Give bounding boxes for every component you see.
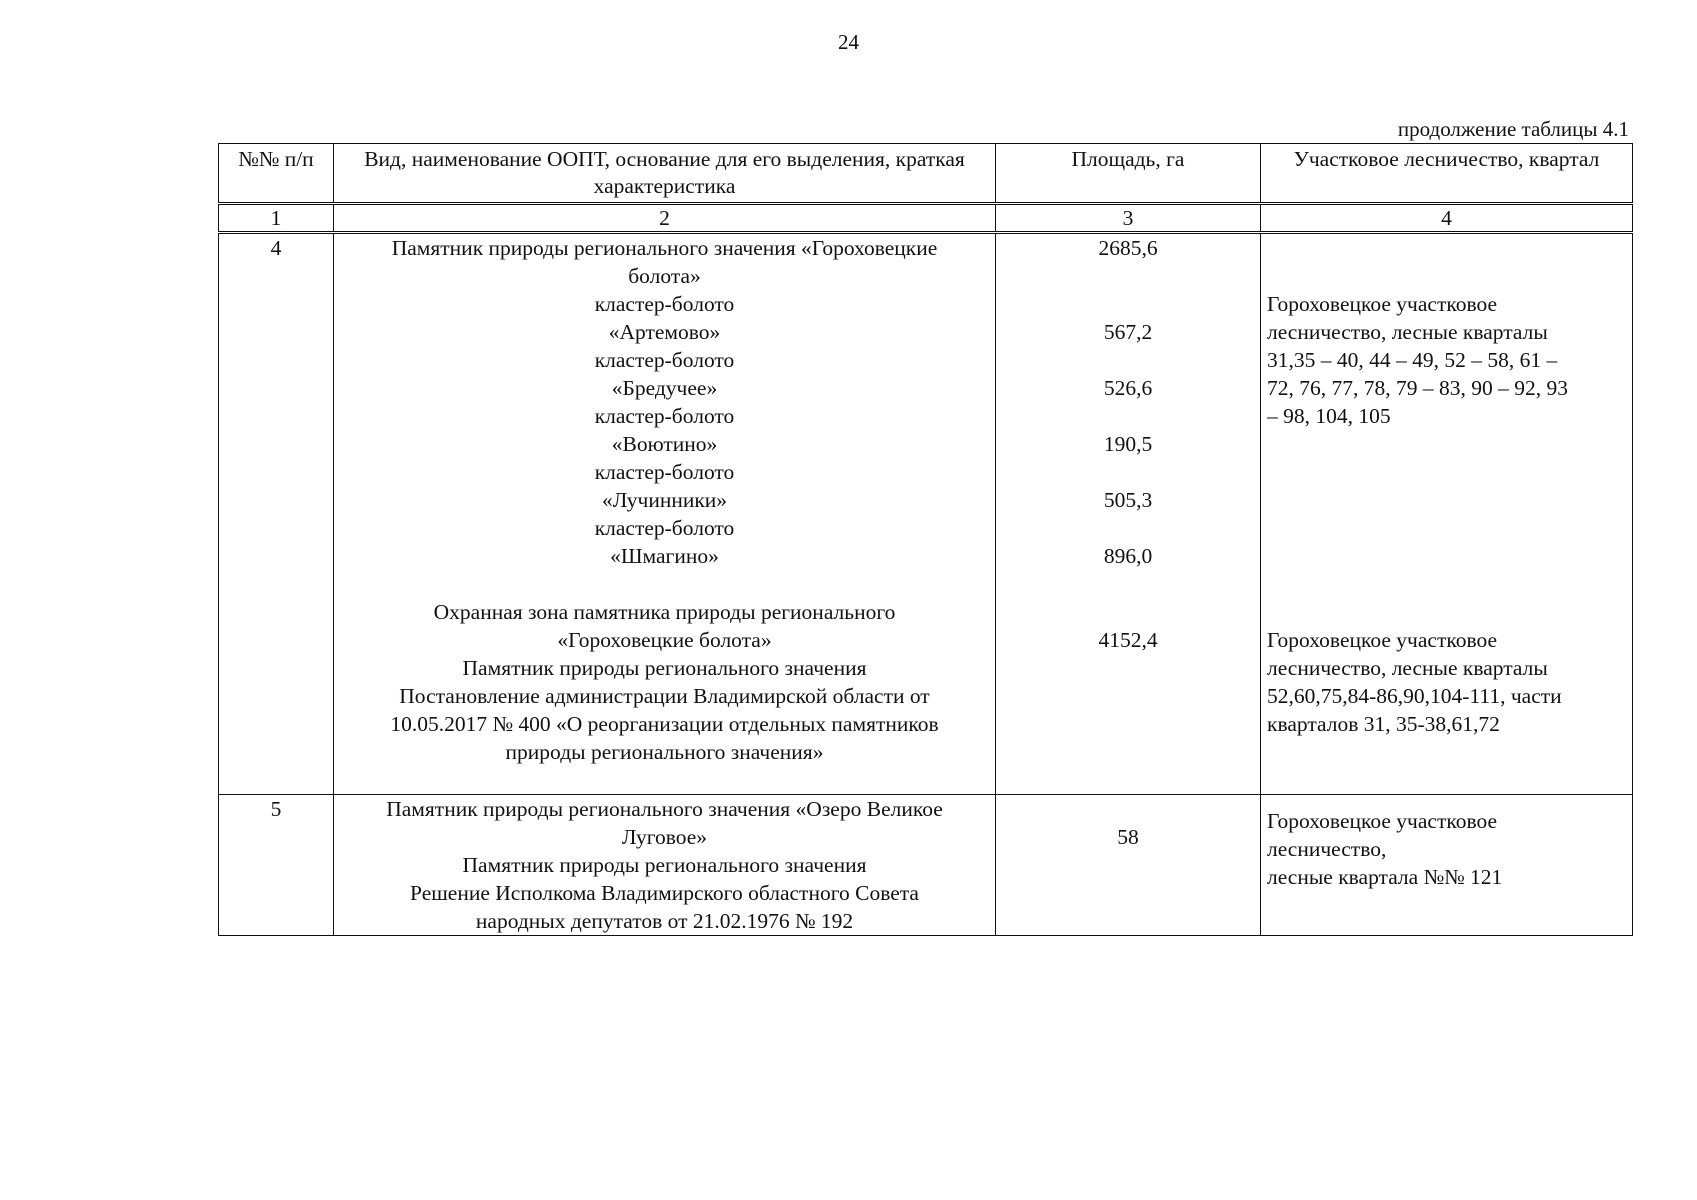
spacer [1267,458,1626,486]
row-number: 5 [219,795,334,936]
description-line: Охранная зона памятника природы регионального [433,600,896,624]
forestry-line: 31,35 – 40, 44 – 49, 52 – 58, 61 – [1267,348,1558,372]
header-number: №№ п/п [219,144,334,204]
page-number: 24 [838,30,859,54]
forestry-cell [1261,233,1633,795]
area-value [1002,514,1254,542]
forestry-line: 52,60,75,84-86,90,104-111, части [1267,684,1562,708]
area-value [1002,570,1254,598]
spacer [1267,486,1626,514]
area-value [1002,262,1254,290]
spacer [1267,570,1626,598]
description-line [340,570,989,598]
area-value [1002,346,1254,374]
area-cell [996,233,1261,795]
area-value [1002,290,1254,318]
area-value: 896,0 [1103,544,1153,568]
description-line: «Артемово» [608,320,721,344]
area-value [1002,402,1254,430]
area-value [1002,458,1254,486]
area-value: 526,6 [1103,376,1153,400]
protected-areas-table [218,143,1633,936]
header-description: Вид, наименование ООПТ, основание для его выделения, краткая характеристика [334,144,996,204]
spacer [1267,262,1626,290]
spacer [1267,514,1626,542]
description-line: 10.05.2017 № 400 «О реорганизации отдельных памятников [390,712,939,736]
description-cell [334,795,996,936]
description-line: Памятник природы регионального значения [462,656,867,680]
forestry-line: Гороховецкое участковое [1267,628,1498,652]
row-number: 4 [219,233,334,795]
description-line: «Гороховецкие болота» [557,628,772,652]
spacer [1267,795,1626,807]
description-line: народных депутатов от 21.02.1976 № 192 [475,909,854,933]
spacer [1267,234,1626,262]
description-line: кластер-болото [594,292,735,316]
description-line: кластер-болото [594,516,735,540]
table-row [219,233,1633,795]
area-value: 2685,6 [1098,236,1158,260]
description-line: «Шмагино» [610,544,719,568]
forestry-line: 72, 76, 77, 78, 79 – 83, 90 – 92, 93 [1267,376,1568,400]
description-line: кластер-болото [594,404,735,428]
forestry-line: лесные квартала №№ 121 [1267,865,1503,889]
description-line: кластер-болото [594,460,735,484]
forestry-line: лесничество, лесные кварталы [1267,656,1548,680]
table-continuation-label: продолжение таблицы 4.1 [1397,117,1629,141]
area-value: 505,3 [1103,488,1153,512]
description-line: природы регионального значения» [505,740,824,764]
forestry-line: кварталов 31, 35-38,61,72 [1267,712,1500,736]
spacer [1267,598,1626,626]
area-value [1002,598,1254,626]
description-line: «Воютино» [611,432,718,456]
description-line: кластер-болото [594,348,735,372]
description-line: Памятник природы регионального значения «Озеро Великое [386,797,943,821]
area-value: 567,2 [1103,320,1153,344]
column-number: 4 [1261,204,1633,233]
column-number: 3 [996,204,1261,233]
forestry-line: Гороховецкое участковое [1267,809,1498,833]
spacer [1267,430,1626,458]
area-value [1002,795,1254,823]
spacer [1267,542,1626,570]
area-value: 190,5 [1103,432,1153,456]
area-value: 58 [1117,825,1139,849]
forestry-cell [1261,795,1633,936]
header-area: Площадь, га [996,144,1261,204]
forestry-line: лесничество, лесные кварталы [1267,320,1548,344]
description-line: Решение Исполкома Владимирского областного Совета [410,881,919,905]
description-line: Постановление администрации Владимирской области от [399,684,930,708]
column-number: 2 [334,204,996,233]
area-cell [996,795,1261,936]
description-cell [334,233,996,795]
header-forestry: Участковое лесничество, квартал [1261,144,1633,204]
forestry-line: лесничество, [1267,837,1387,861]
table-row [219,795,1633,936]
forestry-line: – 98, 104, 105 [1267,404,1391,428]
description-line: Памятник природы регионального значения [462,853,867,877]
column-numbers-row [219,204,1633,233]
description-line: Луговое» [621,825,708,849]
description-line: «Лучинники» [601,488,728,512]
description-line: «Бредучее» [611,376,718,400]
description-line: Памятник природы регионального значения «Гороховецкие [391,236,938,260]
description-line: болота» [628,264,701,288]
column-number: 1 [219,204,334,233]
forestry-line: Гороховецкое участковое [1267,292,1498,316]
table-header-row [219,144,1633,204]
area-value: 4152,4 [1098,628,1158,652]
